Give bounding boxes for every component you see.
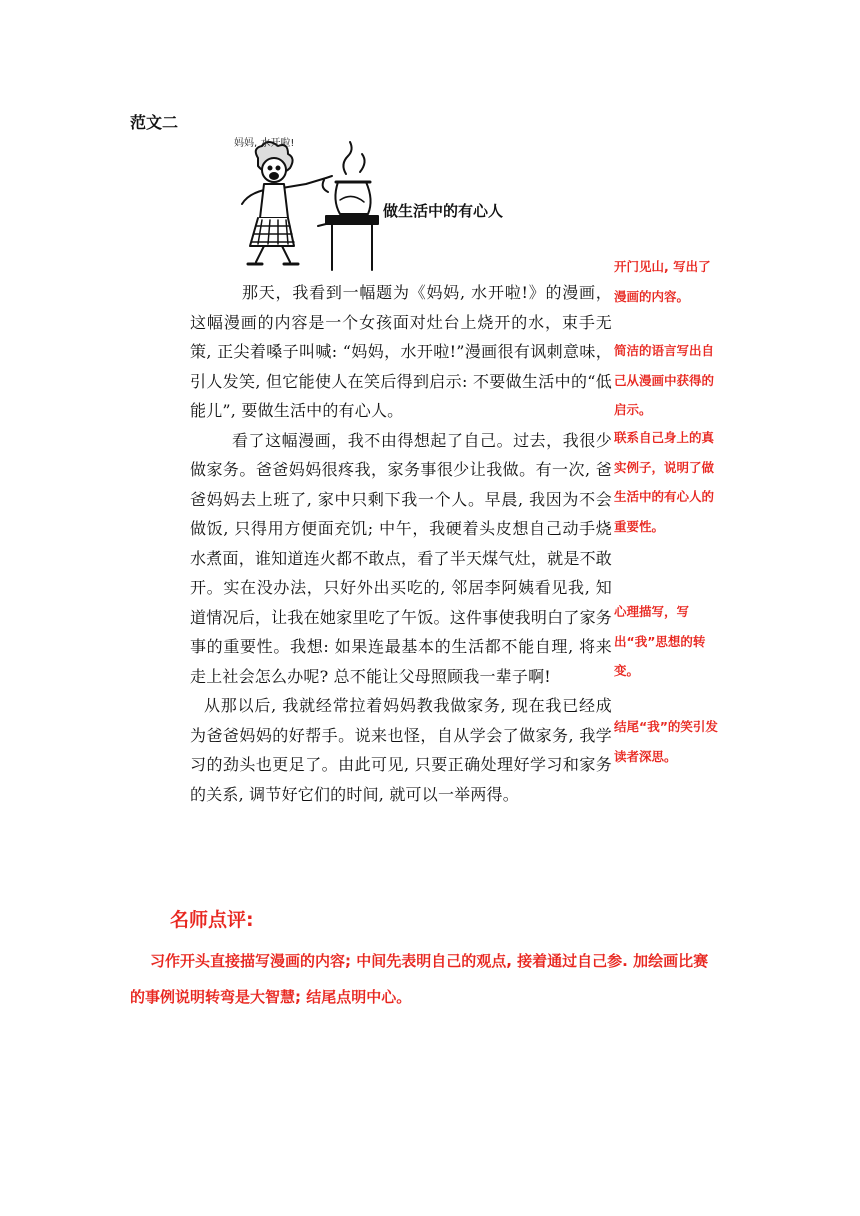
comic-drawing [228, 130, 390, 272]
review-text: 习作开头直接描写漫画的内容; 中间先表明自己的观点, 接着通过自己参. 加绘画比赛的事例说明转弯是大智慧; 结尾点明中心。 [130, 952, 709, 1006]
margin-note: 简洁的语言写出自己从漫画中获得的启示。 [614, 343, 715, 417]
essay-paragraph: 那天，我看到一幅题为《妈妈, 水开啦!》的漫画，这幅漫画的内容是一个女孩面对灶台上烧开的水，束手无策, 正尖着嗓子叫喊: “妈妈，水开啦!”漫画很有讽刺意味，引人发笑, 但它能使人在笑后得到启示: 不要做生活中的“低能儿”, 要做生活中的有心人。 [190, 283, 612, 420]
essay-title: 做生活中的有心人 [383, 202, 504, 220]
comic-illustration [228, 130, 390, 272]
margin-note: 开门见山, 写出了漫画的内容。 [614, 259, 711, 304]
section-heading: 范文二 [130, 113, 179, 132]
essay-body [190, 278, 612, 809]
margin-note: 联系自己身上的真实例子，说明了做生活中的有心人的重要性。 [614, 430, 715, 534]
essay-paragraph: 从那以后, 我就经常拉着妈妈教我做家务, 现在我已经成为爸爸妈妈的好帮手。说来也怪，自从学会了做家务, 我学习的劲头也更足了。由此可见, 只要正确处理好学习和家务的关系, 调节好它们的时间, 就可以一举两得。 [190, 696, 612, 804]
comic-caption: 妈妈, 水开啦! [234, 138, 295, 149]
margin-note: 结尾“我”的笑引发读者深思。 [614, 719, 718, 764]
margin-note: 心理描写，写出“我”思想的转变。 [614, 604, 706, 678]
review-title: 名师点评: [170, 909, 254, 931]
essay-paragraph: 看了这幅漫画，我不由得想起了自己。过去，我很少做家务。爸爸妈妈很疼我，家务事很少让我做。有一次, 爸爸妈妈去上班了, 家中只剩下我一个人。早晨, 我因为不会做饭, 只得用方便面充饥; 中午，我硬着头皮想自己动手烧水煮面，谁知道连火都不敢点，看了半天煤气灶，就是不敢开。实在没办法，只好外出买吃的, 邻居李阿姨看见我, 知道情况后，让我在她家里吃了午饭。这件事使我明白了家务事的重要性。我想: 如果连最基本的生活都不能自理, 将来走上社会怎么办呢? 总不能让父母照顾我一辈子啊! [190, 430, 612, 686]
